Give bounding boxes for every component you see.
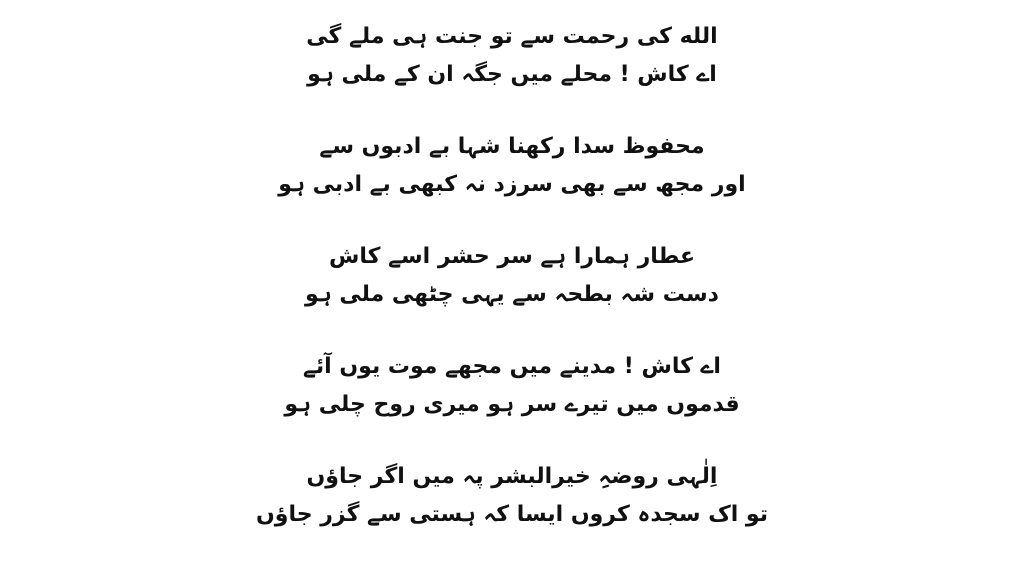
poem-line: اے کاش ! مدینے میں مجھے موت یوں آئے bbox=[303, 354, 721, 379]
poem-line: عطار ہمارا ہے سر حشر اسے کاش bbox=[329, 244, 695, 269]
poem-line: تو اک سجدہ کروں ایسا کہ ہستی سے گزر جاؤں bbox=[256, 502, 768, 527]
stanza-1 bbox=[0, 18, 1024, 94]
poem-line: دست شہ بطحہ سے یہی چٹھی ملی ہو bbox=[305, 282, 719, 307]
stanza-3 bbox=[0, 238, 1024, 314]
stanza-4 bbox=[0, 348, 1024, 424]
stanza-5 bbox=[0, 458, 1024, 534]
poem-line: اِلٰہی روضہِ خیرالبشر پہ میں اگر جاؤں bbox=[306, 464, 718, 489]
poem-line: محفوظ سدا رکھنا شہا بے ادبوں سے bbox=[319, 134, 705, 159]
stanza-2 bbox=[0, 128, 1024, 204]
poem-line: الله کی رحمت سے تو جنت ہی ملے گی bbox=[306, 24, 718, 49]
poem-page bbox=[0, 18, 1024, 568]
poem-line: قدموں میں تیرے سر ہو میری روح چلی ہو bbox=[284, 392, 740, 417]
poem-line: اے کاش ! محلے میں جگہ ان کے ملی ہو bbox=[307, 62, 717, 87]
poem-line: اور مجھ سے بھی سرزد نہ کبھی بے ادبی ہو bbox=[278, 172, 746, 197]
